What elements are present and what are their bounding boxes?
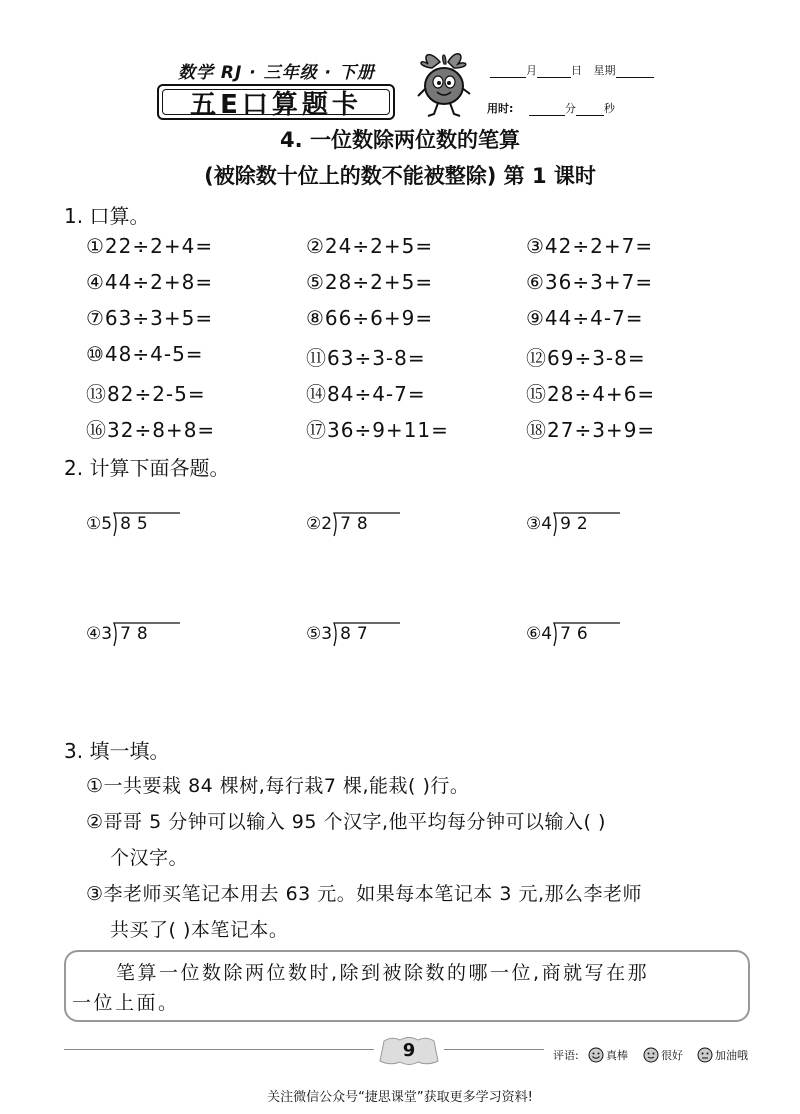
oral-item: ⑦63÷3+5=: [86, 306, 214, 330]
tip-box: [64, 950, 750, 1022]
oral-item: ⑥36÷3+7=: [526, 270, 654, 294]
fill-question-3: ③李老师买笔记本用去 63 元。如果每本笔记本 3 元,那么李老师: [86, 883, 642, 905]
section1-label: 1. 口算。: [64, 204, 150, 228]
oral-item: ⑤28÷2+5=: [306, 270, 434, 294]
oral-item: ⑪63÷3-8=: [306, 346, 426, 370]
brand-title: 五E口算题卡: [162, 89, 390, 115]
rating-good: 很好: [643, 1047, 683, 1063]
smiley-icon: [588, 1047, 604, 1063]
long-division-item: ② 2 78: [306, 514, 374, 534]
long-division-item: ④ 3 78: [86, 624, 154, 644]
oral-item: ⑩48÷4-5=: [86, 342, 204, 366]
time-field: 用时: 分 秒: [487, 102, 615, 115]
brand-box: [157, 84, 395, 120]
long-division-item: ① 5 85: [86, 514, 154, 534]
rating-label: 评语:: [553, 1049, 579, 1062]
oral-item: ③42÷2+7=: [526, 234, 654, 258]
long-division-item: ⑥ 4 76: [526, 624, 594, 644]
oral-item: ⑮28÷4+6=: [526, 382, 656, 406]
fill-question-1: ①一共要栽 84 棵树,每行栽7 棵,能栽( )行。: [86, 775, 470, 797]
rating-keep-going: 加油哦: [697, 1047, 748, 1063]
date-field: 月 日 星期: [490, 62, 654, 78]
smile-icon: [643, 1047, 659, 1063]
long-division-item: ⑤ 3 87: [306, 624, 374, 644]
oral-item: ⑬82÷2-5=: [86, 382, 206, 406]
oral-item: ⑧66÷6+9=: [306, 306, 434, 330]
oral-item: ⑱27÷3+9=: [526, 418, 656, 442]
section3-label: 3. 填一填。: [64, 739, 170, 763]
lesson-title: 4. 一位数除两位数的笔算: [280, 128, 520, 152]
oral-item: ⑭84÷4-7=: [306, 382, 426, 406]
fill-question-2: ②哥哥 5 分钟可以输入 95 个汉字,他平均每分钟可以输入( ): [86, 811, 606, 833]
footer-note: 关注微信公众号“捷思课堂”获取更多学习资料!: [267, 1090, 533, 1105]
oral-item: ④44÷2+8=: [86, 270, 214, 294]
rating-great: 真棒: [588, 1047, 628, 1063]
fill-question-2-cont: 个汉字。: [110, 847, 189, 869]
section2-label: 2. 计算下面各题。: [64, 456, 230, 480]
oral-item: ⑨44÷4-7=: [526, 306, 644, 330]
oral-item: ①22÷2+4=: [86, 234, 214, 258]
neutral-face-icon: [697, 1047, 713, 1063]
tip-line-1: 笔算一位数除两位数时,除到被除数的哪一位,商就写在那: [116, 962, 650, 984]
book-subtitle: 数学 RJ · 三年级 · 下册: [178, 63, 375, 83]
long-division-item: ③ 4 92: [526, 514, 594, 534]
footer-divider-left: [64, 1049, 374, 1050]
oral-item: ②24÷2+5=: [306, 234, 434, 258]
radish-mascot-icon: [410, 48, 480, 120]
oral-item: ⑫69÷3-8=: [526, 346, 646, 370]
tip-line-2: 一位上面。: [72, 992, 180, 1014]
oral-item: ⑰36÷9+11=: [306, 418, 449, 442]
lesson-subtitle: (被除数十位上的数不能被整除) 第 1 课时: [204, 164, 596, 188]
footer-divider-right: [444, 1049, 544, 1050]
fill-question-3-cont: 共买了( )本笔记本。: [110, 919, 289, 941]
page-number: 9: [402, 1040, 416, 1061]
oral-item: ⑯32÷8+8=: [86, 418, 216, 442]
